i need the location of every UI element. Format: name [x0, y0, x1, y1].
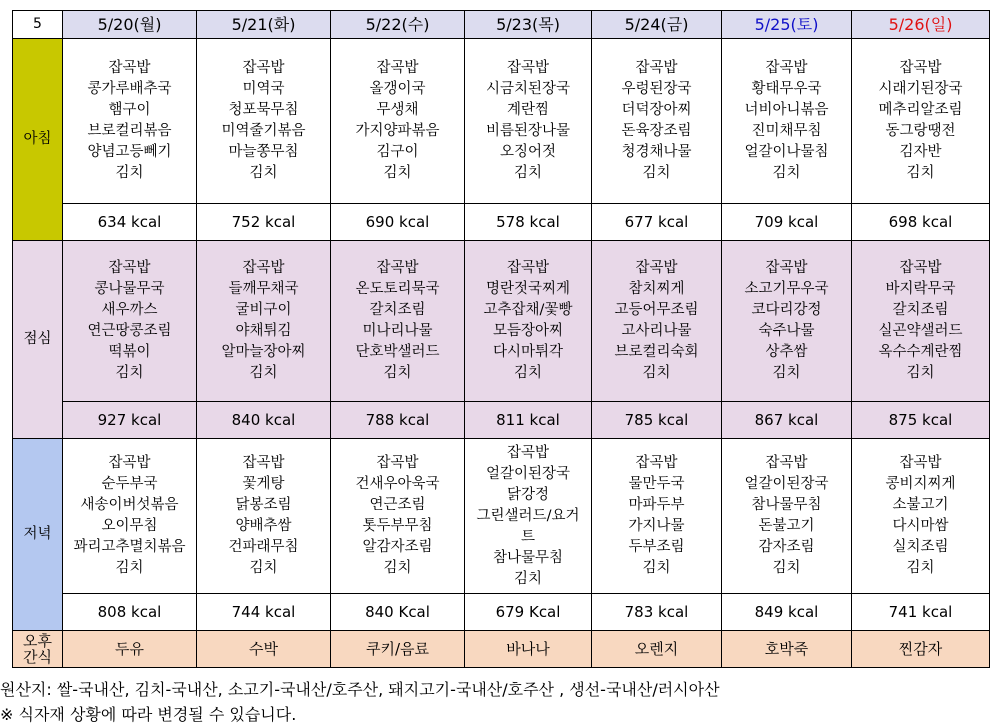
breakfast-dish: 잡곡밥: [899, 60, 942, 76]
breakfast-dish: 청포묵무침: [228, 102, 299, 118]
breakfast-menu: [63, 39, 197, 204]
dinner-dish: 얼갈이된장국: [744, 476, 829, 492]
breakfast-dish: 동그랑땡전: [885, 123, 956, 139]
lunch-dish: 바지락무국: [885, 281, 956, 297]
breakfast-dish: 브로컬리볶음: [87, 123, 172, 139]
breakfast-menu: [852, 39, 990, 204]
weekly-meal-table: [12, 10, 990, 668]
lunch-dish: 다시마튀각: [492, 344, 564, 360]
breakfast-dish: 시래기된장국: [878, 81, 963, 97]
breakfast-dish: 가지양파볶음: [355, 123, 440, 139]
day-header: 5/24(금): [592, 11, 722, 39]
lunch-dish: 김치: [115, 365, 144, 381]
dinner-dish: 꽈리고추멸치볶음: [73, 539, 186, 555]
lunch-row: [13, 241, 990, 402]
breakfast-dish: 잡곡밥: [635, 60, 678, 76]
breakfast-dish: 김치: [642, 165, 671, 181]
lunch-dish: 고사리나물: [621, 323, 692, 339]
breakfast-dish: 햄구이: [108, 102, 151, 118]
day-header: 5/22(수): [331, 11, 465, 39]
dinner-menu: [722, 439, 852, 594]
lunch-dish: 야채튀김: [235, 323, 292, 339]
lunch-menu: [197, 241, 331, 402]
dinner-dish: 알감자조림: [362, 539, 433, 555]
snack-label-line1: 오후: [23, 632, 52, 650]
lunch-dish: 김치: [906, 365, 935, 381]
lunch-dish: 옥수수계란찜: [878, 344, 963, 360]
lunch-label: 점심: [13, 241, 63, 439]
snack-item: 오렌지: [592, 631, 722, 668]
dinner-dish: 오이무침: [101, 518, 158, 534]
dinner-dish: 순두부국: [101, 476, 158, 492]
lunch-dish: 잡곡밥: [635, 260, 678, 276]
breakfast-dish: 김치: [513, 165, 542, 181]
breakfast-dish: 황태무우국: [751, 81, 822, 97]
dinner-kcal: 744 kcal: [197, 594, 331, 631]
dinner-dish: 참나물무침: [492, 549, 564, 566]
dinner-dish: 김치: [906, 560, 935, 576]
origin-note: 원산지: 쌀-국내산, 김치-국내산, 소고기-국내산/호주산, 돼지고기-국내산/호주산 , 생선-국내산/러시아산: [0, 680, 720, 699]
breakfast-dish: 잡곡밥: [765, 60, 808, 76]
dinner-label: 저녁: [13, 439, 63, 631]
lunch-dish: 콩나물무국: [94, 281, 165, 297]
lunch-dish: 소고기무우국: [744, 281, 829, 297]
dinner-kcal: 741 kcal: [852, 594, 990, 631]
dinner-dish: 건파래무침: [228, 539, 299, 555]
dinner-dish: 잡곡밥: [635, 455, 678, 471]
dinner-dish: 두부조림: [628, 539, 685, 555]
breakfast-dish: 얼갈이나물침: [744, 144, 829, 160]
dinner-dish: 김치: [249, 560, 278, 576]
dinner-kcal: 679 Kcal: [465, 594, 592, 631]
breakfast-kcal: 698 kcal: [852, 204, 990, 241]
dinner-dish: 잡곡밥: [899, 455, 942, 471]
breakfast-dish: 우렁된장국: [621, 81, 692, 97]
lunch-dish: 새우까스: [101, 302, 158, 318]
lunch-menu: [722, 241, 852, 402]
dinner-menu: [592, 439, 722, 594]
dinner-dish: 물만두국: [628, 476, 685, 492]
breakfast-dish: 잡곡밥: [242, 60, 285, 76]
lunch-dish: 잡곡밥: [376, 260, 419, 276]
dinner-dish: 다시마쌈: [892, 518, 949, 534]
dinner-dish: 꽃게탕: [242, 476, 285, 492]
breakfast-dish: 김자반: [899, 144, 942, 160]
breakfast-dish: 청경채나물: [621, 144, 692, 160]
breakfast-dish: 김치: [249, 165, 278, 181]
lunch-dish: 굴비구이: [235, 302, 292, 318]
lunch-dish: 온도토리묵국: [355, 281, 440, 297]
dinner-menu: [331, 439, 465, 594]
dinner-dish: 양배추쌈: [235, 518, 292, 534]
dinner-kcal: 840 Kcal: [331, 594, 465, 631]
dinner-dish: 마파두부: [628, 497, 685, 513]
dinner-dish: 잡곡밥: [506, 444, 550, 461]
lunch-dish: 김치: [772, 365, 801, 381]
dinner-kcal: 849 kcal: [722, 594, 852, 631]
breakfast-kcal: 709 kcal: [722, 204, 852, 241]
dinner-dish: 닭봉조림: [235, 497, 292, 513]
dinner-dish: 트: [520, 528, 535, 545]
dinner-dish: 김치: [513, 570, 542, 587]
breakfast-dish: 진미채무침: [751, 123, 822, 139]
lunch-dish: 갈치조림: [369, 302, 426, 318]
dinner-kcal: 808 kcal: [63, 594, 197, 631]
lunch-dish: 미나리나물: [362, 323, 433, 339]
month-label: 5: [13, 11, 63, 39]
lunch-kcal: 785 kcal: [592, 402, 722, 439]
lunch-dish: 코다리강정: [751, 302, 822, 318]
breakfast-kcal-row: [13, 204, 990, 241]
breakfast-dish: 잡곡밥: [108, 60, 151, 76]
lunch-dish: 잡곡밥: [765, 260, 808, 276]
lunch-dish: 숙주나물: [758, 323, 815, 339]
breakfast-kcal: 677 kcal: [592, 204, 722, 241]
day-header-saturday: 5/25(토): [722, 11, 852, 39]
dinner-dish: 잡곡밥: [108, 455, 151, 471]
dinner-dish: 연근조림: [369, 497, 426, 513]
breakfast-dish: 돈육장조림: [621, 123, 692, 139]
breakfast-dish: 무생채: [376, 102, 419, 118]
day-header: 5/20(월): [63, 11, 197, 39]
lunch-dish: 잡곡밥: [242, 260, 285, 276]
snack-item: 쿠키/음료: [331, 631, 465, 668]
dinner-dish: 실치조림: [892, 539, 949, 555]
breakfast-row: [13, 39, 990, 204]
dinner-dish: 김치: [383, 560, 412, 576]
lunch-kcal: 927 kcal: [63, 402, 197, 439]
lunch-dish: 김치: [513, 365, 542, 381]
lunch-dish: 브로컬리숙회: [614, 344, 699, 360]
lunch-kcal: 840 kcal: [197, 402, 331, 439]
breakfast-kcal: 752 kcal: [197, 204, 331, 241]
snack-row: [13, 631, 990, 668]
dinner-menu: [63, 439, 197, 594]
dinner-dish: 잡곡밥: [765, 455, 808, 471]
lunch-dish: 단호박샐러드: [355, 344, 440, 360]
dinner-dish: 소불고기: [892, 497, 949, 513]
breakfast-dish: 올갱이국: [369, 81, 426, 97]
breakfast-dish: 오징어젓: [499, 144, 557, 160]
breakfast-menu: [465, 39, 592, 204]
dinner-menu: [852, 439, 990, 594]
dinner-dish: 톳두부무침: [362, 518, 433, 534]
breakfast-menu: [331, 39, 465, 204]
snack-item: 호박죽: [722, 631, 852, 668]
dinner-kcal: 783 kcal: [592, 594, 722, 631]
lunch-dish: 고등어무조림: [614, 302, 699, 318]
lunch-kcal: 788 kcal: [331, 402, 465, 439]
lunch-dish: 김치: [383, 365, 412, 381]
breakfast-kcal: 578 kcal: [465, 204, 592, 241]
lunch-menu: [592, 241, 722, 402]
breakfast-dish: 메추리알조림: [878, 102, 963, 118]
dinner-menu: [465, 439, 592, 594]
lunch-dish: 잡곡밥: [506, 260, 550, 276]
breakfast-dish: 잡곡밥: [506, 60, 550, 76]
breakfast-dish: 너비아니볶음: [744, 102, 829, 118]
breakfast-dish: 미역줄기볶음: [221, 123, 306, 139]
lunch-dish: 실곤약샐러드: [878, 323, 963, 339]
lunch-dish: 고추잡채/꽃빵: [483, 302, 573, 318]
lunch-dish: 떡볶이: [108, 344, 151, 360]
breakfast-dish: 비름된장나물: [485, 123, 571, 139]
lunch-kcal: 875 kcal: [852, 402, 990, 439]
lunch-dish: 명란젓국찌게: [485, 281, 571, 297]
lunch-menu: [852, 241, 990, 402]
lunch-dish: 갈치조림: [892, 302, 949, 318]
snack-item: 바나나: [465, 631, 592, 668]
dinner-row: [13, 439, 990, 594]
breakfast-dish: 김치: [906, 165, 935, 181]
lunch-dish: 연근땅콩조림: [87, 323, 172, 339]
breakfast-dish: 김치: [383, 165, 412, 181]
breakfast-dish: 계란찜: [506, 102, 550, 118]
dinner-dish: 잡곡밥: [376, 455, 419, 471]
dinner-dish: 김치: [642, 560, 671, 576]
lunch-dish: 알마늘장아찌: [221, 344, 306, 360]
lunch-menu: [63, 241, 197, 402]
lunch-dish: 참치찌게: [628, 281, 685, 297]
lunch-dish: 김치: [249, 365, 278, 381]
breakfast-dish: 잡곡밥: [376, 60, 419, 76]
lunch-kcal-row: [13, 402, 990, 439]
lunch-dish: 잡곡밥: [899, 260, 942, 276]
dinner-dish: 건새우아욱국: [355, 476, 440, 492]
breakfast-dish: 김치: [115, 165, 144, 181]
dinner-menu: [197, 439, 331, 594]
dinner-dish: 참나물무침: [751, 497, 822, 513]
dinner-dish: 감자조림: [758, 539, 815, 555]
day-header: 5/23(목): [465, 11, 592, 39]
breakfast-dish: 시금치된장국: [485, 81, 571, 97]
snack-item: 수박: [197, 631, 331, 668]
dinner-dish: 가지나물: [628, 518, 685, 534]
lunch-dish: 잡곡밥: [108, 260, 151, 276]
lunch-dish: 상추쌈: [765, 344, 808, 360]
breakfast-dish: 미역국: [242, 81, 285, 97]
breakfast-menu: [722, 39, 852, 204]
dinner-dish: 돈불고기: [758, 518, 815, 534]
day-header-sunday: 5/26(일): [852, 11, 990, 39]
header-row: [13, 11, 990, 39]
lunch-dish: 모듬장아찌: [492, 323, 564, 339]
dinner-dish: 닭강정: [506, 486, 550, 503]
lunch-kcal: 867 kcal: [722, 402, 852, 439]
breakfast-label: 아침: [13, 39, 63, 241]
dinner-kcal-row: [13, 594, 990, 631]
breakfast-dish: 김치: [772, 165, 801, 181]
lunch-kcal: 811 kcal: [465, 402, 592, 439]
dinner-dish: 김치: [772, 560, 801, 576]
breakfast-dish: 김구이: [376, 144, 419, 160]
dinner-dish: 김치: [115, 560, 144, 576]
change-notice: ※ 식자재 상황에 따라 변경될 수 있습니다.: [0, 705, 297, 724]
dinner-dish: 그린샐러드/요거: [476, 507, 580, 524]
lunch-dish: 들깨무채국: [228, 281, 299, 297]
dinner-dish: 콩비지찌게: [885, 476, 956, 492]
breakfast-dish: 더덕장아찌: [621, 102, 692, 118]
lunch-menu: [465, 241, 592, 402]
lunch-menu: [331, 241, 465, 402]
dinner-dish: 잡곡밥: [242, 455, 285, 471]
breakfast-kcal: 634 kcal: [63, 204, 197, 241]
snack-label: [13, 631, 63, 668]
breakfast-dish: 콩가루배추국: [87, 81, 172, 97]
snack-item: 찐감자: [852, 631, 990, 668]
dinner-dish: 얼갈이된장국: [485, 465, 571, 482]
snack-label-line2: 간식: [23, 648, 52, 666]
snack-item: 두유: [63, 631, 197, 668]
lunch-dish: 김치: [642, 365, 671, 381]
day-header: 5/21(화): [197, 11, 331, 39]
dinner-dish: 새송이버섯볶음: [80, 497, 179, 513]
breakfast-dish: 마늘쫑무침: [228, 144, 299, 160]
breakfast-menu: [197, 39, 331, 204]
breakfast-kcal: 690 kcal: [331, 204, 465, 241]
breakfast-menu: [592, 39, 722, 204]
breakfast-dish: 양념고등뻬기: [87, 144, 172, 160]
